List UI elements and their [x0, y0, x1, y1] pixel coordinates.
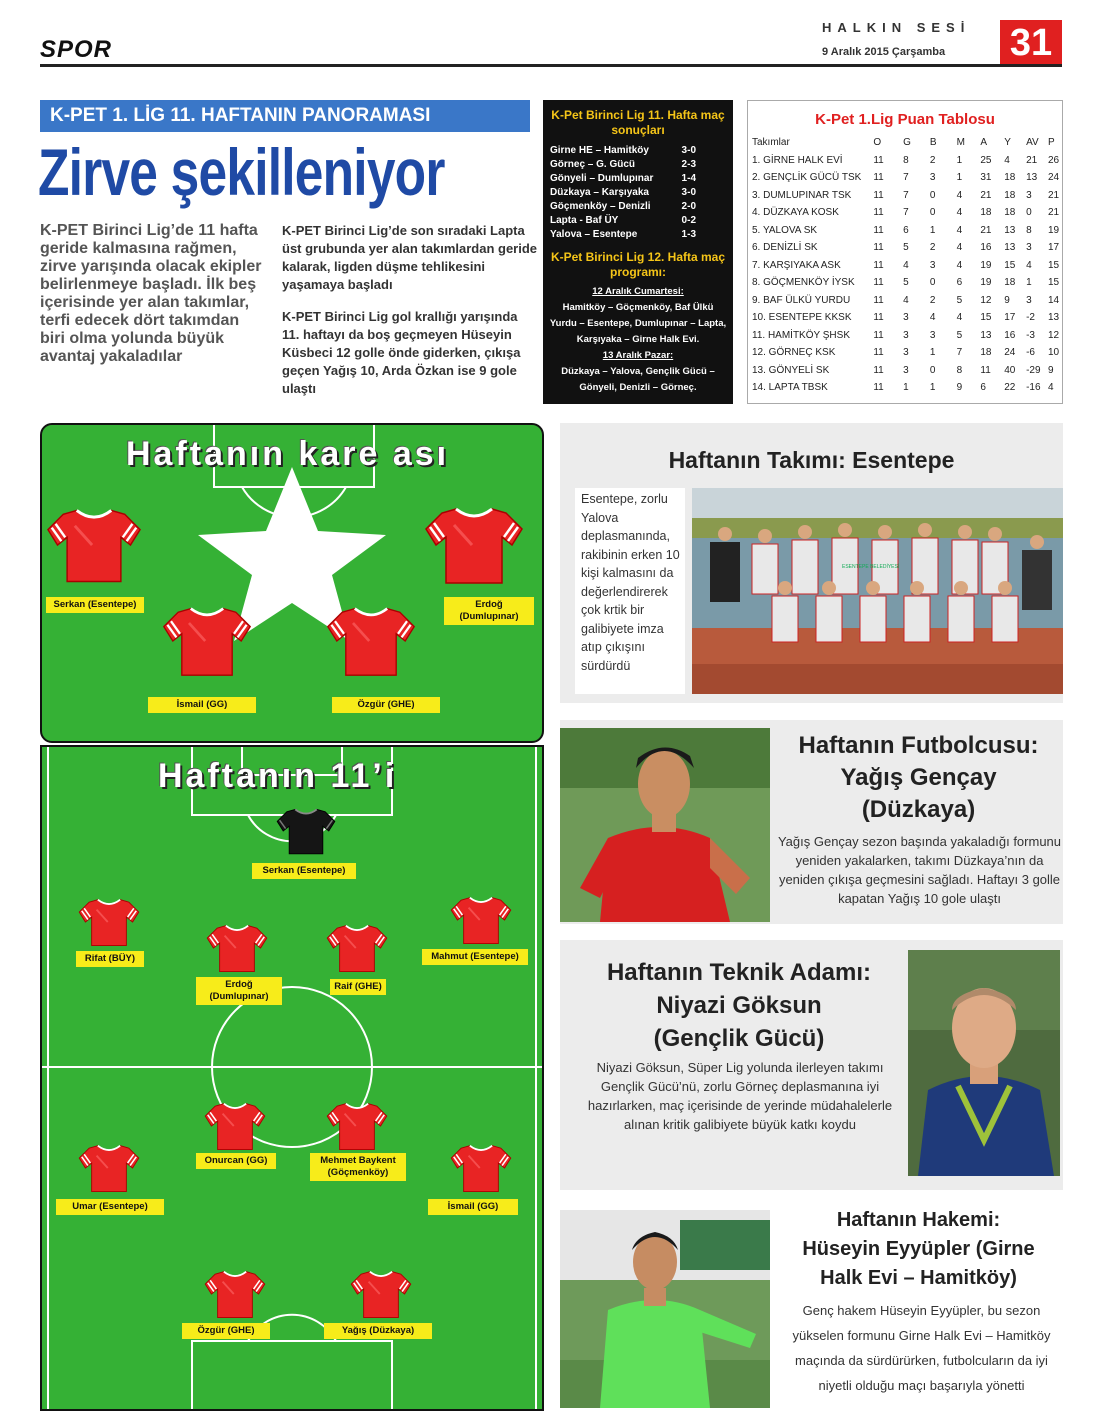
team-name: 14. LAPTA TBSK [752, 382, 828, 394]
standings-row [752, 222, 1062, 240]
standings-cell: 3 [903, 364, 909, 376]
player-label: Mehmet Baykent (Göçmenköy) [310, 1153, 406, 1181]
results-title: K-Pet Birinci Lig 11. Hafta maç sonuçları [551, 108, 725, 137]
standings-cell: 11 [873, 294, 884, 306]
coach-text: Niyazi Göksun, Süper Lig yolunda ilerleyen takımı Gençlik Gücü’nü, zorlu Görneç deplasmanına iyi hazırlarken, maç içerisinde de yerinde müdahalelerle alınan kritik galibiyete büyük katkı koydu [587, 1060, 893, 1132]
referee-title-line: Halk Evi – Hamitköy) [820, 1267, 1017, 1289]
result-teams: Yalova – Esentepe [550, 229, 638, 240]
standings-cell: 8 [903, 154, 909, 166]
standings-cell: 11 [873, 224, 884, 236]
team-name: 4. DÜZKAYA KOSK [752, 207, 839, 219]
standings-cell: 0 [929, 189, 936, 201]
player-title [774, 730, 1063, 826]
team-name: 2. GENÇLİK GÜCÜ TSK [752, 172, 862, 184]
standings-row [752, 169, 1062, 187]
standings-box [747, 100, 1063, 404]
player-label: Serkan (Esentepe) [46, 597, 144, 613]
article-body [282, 222, 538, 412]
result-row [550, 186, 726, 200]
team-name: 1. GİRNE HALK EVİ [752, 154, 843, 166]
team-title: Haftanın Takımı: Esentepe [668, 447, 955, 473]
standings-cell: 12 [980, 294, 992, 306]
standings-cell: 4 [956, 242, 963, 254]
result-row [550, 144, 726, 158]
standings-row [752, 362, 1062, 380]
result-score: 2-3 [681, 159, 696, 170]
standings-row [752, 292, 1062, 310]
standings-cell: 3 [903, 312, 909, 324]
standings-cell: 5 [956, 329, 963, 341]
standings-cell: 7 [903, 172, 909, 184]
jersey [326, 1099, 388, 1153]
standings-cell: 3 [903, 329, 909, 341]
standings-cell: 11 [873, 172, 884, 184]
jersey [162, 597, 252, 685]
standings-cell: 21 [1026, 154, 1038, 166]
standings-cell: 11 [873, 207, 884, 219]
standings-header: B [929, 137, 937, 149]
team-name: 9. BAF ÜLKÜ YURDU [752, 294, 851, 306]
standings-cell: 40 [1004, 364, 1016, 376]
standings-cell: 11 [873, 277, 884, 289]
standings-cell: 1 [929, 347, 936, 359]
jersey [424, 497, 524, 593]
standings-cell: 17 [1047, 242, 1060, 254]
standings-header: P [1047, 137, 1055, 149]
standings-cell: 11 [873, 347, 884, 359]
referee-text: Genç hakem Hüseyin Eyyüpler, bu sezon yükselen formunu Girne Halk Evi – Hamitköy maçında da sürdürürken, futbolcuların da iyi niyetli olduğu maçı başarıyla yönetti [792, 1303, 1051, 1393]
standings-cell: 21 [980, 189, 992, 201]
standings-row [752, 327, 1062, 345]
standings-cell: 4 [1026, 259, 1032, 271]
standings-cell: 4 [903, 294, 909, 306]
standings-cell: 9 [956, 382, 963, 394]
standings-cell: 14 [1047, 294, 1060, 306]
team-photo-sign: ESENTEPE BELEDİYESİ [842, 564, 900, 570]
standings-header: G [903, 137, 911, 149]
player-label: Onurcan (GG) [196, 1153, 276, 1169]
results-table [550, 144, 726, 242]
team-photo [692, 488, 1063, 694]
standings-cell: 2 [929, 154, 936, 166]
player-label: Umar (Esentepe) [56, 1199, 164, 1215]
goalkeeper-jersey [276, 805, 336, 857]
team-name: 11. HAMİTKÖY ŞHSK [752, 329, 850, 341]
standings-row [752, 187, 1062, 205]
standings-cell: 13 [1047, 312, 1060, 324]
standings-cell: 18 [1004, 189, 1016, 201]
jersey [326, 921, 388, 975]
standings-cell: -6 [1026, 347, 1035, 359]
standings-cell: 18 [1004, 207, 1016, 219]
result-row [550, 214, 726, 228]
standings-cell: 7 [903, 189, 909, 201]
player-label: Özgür (GHE) [332, 697, 440, 713]
standings-cell: 3 [929, 172, 936, 184]
standings-cell: 24 [1004, 347, 1016, 359]
team-text: Esentepe, zorlu Yalova deplasmanında, rakibinin erken 10 kişi kalmasını da değerlendirerek çok krtik bir galibiyete imza atıp çıkışını sürdürdü [581, 492, 680, 673]
standings-cell: 17 [1004, 312, 1016, 324]
standings-row [752, 204, 1062, 222]
standings-header: O [873, 137, 882, 149]
standings-cell: 13 [1026, 172, 1038, 184]
standings-cell: 19 [980, 277, 992, 289]
standings-cell: 11 [980, 364, 991, 376]
jersey [204, 1099, 266, 1153]
standings-cell: 4 [956, 189, 963, 201]
standings-cell: 4 [956, 224, 963, 236]
jersey [450, 893, 512, 947]
result-score: 1-3 [681, 229, 696, 240]
standings-cell: 5 [903, 242, 909, 254]
referee-title-line: Hüseyin Eyyüpler (Girne [802, 1238, 1035, 1260]
standings-cell: 1 [1026, 277, 1032, 289]
kare-pitch [40, 423, 544, 743]
standings-table [752, 134, 1062, 397]
standings-header: Takımlar [752, 137, 790, 149]
coach-title-line: Niyazi Göksun [656, 992, 822, 1019]
standings-cell: 16 [980, 242, 992, 254]
result-score: 1-4 [681, 173, 696, 184]
standings-cell: -16 [1026, 382, 1041, 394]
lede-text: K-PET Birinci Lig’de 11 hafta geride kalmasına rağmen, zirve yarışında olacak ekipler belirlenmeye başladı. İlk beş içerisinde yer alan takımlar, terfi edecek dört takımdan biri olma yolunda büyük avantaj yakaladılar [40, 222, 262, 365]
standings-cell: 1 [956, 154, 963, 166]
standings-cell: 1 [929, 224, 936, 236]
standings-cell: 24 [1047, 172, 1060, 184]
result-row [550, 172, 726, 186]
standings-cell: 6 [903, 224, 909, 236]
standings-row [752, 379, 1062, 397]
standings-header: A [980, 137, 988, 149]
player-label: Mahmut (Esentepe) [422, 949, 528, 965]
team-name: 7. KARŞIYAKA ASK [752, 259, 841, 271]
article-paragraph: K-PET Birinci Lig gol krallığı yarışında 11. haftayı da boş geçmeyen Hüseyin Küsbeci 12 golle önde giderken, çıkışa geçen Yağış 10, Arda Özkan ise 9 gole ulaştı [282, 309, 521, 396]
standings-cell: 3 [929, 329, 936, 341]
eleven-pitch [40, 745, 544, 1411]
standings-cell: 3 [929, 259, 936, 271]
player-label: Serkan (Esentepe) [252, 863, 356, 879]
jersey [46, 497, 142, 593]
standings-cell: 25 [980, 154, 992, 166]
standings-cell: -29 [1026, 364, 1041, 376]
standings-cell: 12 [1047, 329, 1060, 341]
player-label: Erdoğ (Dumlupınar) [444, 597, 534, 625]
headline: Zirve şekilleniyor [38, 135, 445, 209]
result-teams: Lapta - Baf ÜY [550, 215, 619, 226]
team-name: 6. DENİZLİ SK [752, 242, 818, 254]
standings-cell: 21 [1047, 207, 1060, 219]
player-label: Özgür (GHE) [182, 1323, 270, 1339]
standings-header: M [956, 137, 965, 149]
paper-name: HALKIN SESİ [822, 20, 971, 35]
standings-cell: 22 [1004, 382, 1016, 394]
player-title-line: (Düzkaya) [861, 796, 976, 823]
standings-row [752, 257, 1062, 275]
coach-title-line: (Gençlik Gücü) [653, 1025, 825, 1052]
standings-cell: 18 [1004, 277, 1016, 289]
panorama-banner: K-PET 1. LİG 11. HAFTANIN PANORAMASI [40, 100, 530, 132]
standings-cell: 4 [903, 259, 909, 271]
program-title: K-Pet Birinci Lig 12. Hafta maç programı: [550, 250, 726, 279]
standings-cell: 2 [929, 242, 936, 254]
coach-photo [908, 950, 1060, 1176]
standings-cell: 15 [1047, 259, 1060, 271]
standings-cell: 7 [956, 347, 963, 359]
kare-title: Haftanın kare ası [126, 435, 450, 473]
eleven-title: Haftanın 11’i [158, 757, 398, 795]
coach-title [574, 956, 904, 1055]
player-label: İsmail (GG) [428, 1199, 518, 1215]
player-photo [560, 728, 770, 922]
standings-cell: 26 [1047, 154, 1060, 166]
jersey [326, 597, 416, 685]
program-day: 13 Aralık Pazar: [602, 350, 674, 361]
team-name: 3. DUMLUPINAR TSK [752, 189, 852, 201]
result-row [550, 228, 726, 242]
standings-cell: 0 [929, 207, 936, 219]
page-number: 31 [1000, 20, 1062, 66]
player-title-line: Yağış Gençay [840, 764, 997, 791]
standings-cell: 5 [956, 294, 963, 306]
standings-cell: 11 [873, 189, 884, 201]
result-score: 0-2 [681, 215, 696, 226]
referee-title [774, 1206, 1063, 1293]
result-teams: Görneç – G. Gücü [550, 159, 636, 170]
standings-cell: 11 [873, 242, 884, 254]
standings-cell: 11 [873, 329, 884, 341]
standings-cell: 19 [1047, 224, 1060, 236]
standings-row [752, 344, 1062, 362]
result-score: 3-0 [681, 187, 696, 198]
jersey [450, 1141, 512, 1195]
standings-row [752, 152, 1062, 170]
header-rule [40, 64, 1062, 67]
player-label: Raif (GHE) [330, 979, 386, 995]
player-text: Yağış Gençay sezon başında yakaladığı formunu yeniden yakalarken, takımı Düzkaya’nın da yeniden çıkışa geçmesini sağladı. Haftayı 3 golle kapatan Yağış 10 gole ulaştı [777, 834, 1062, 906]
standings-cell: 31 [980, 172, 992, 184]
result-score: 3-0 [681, 145, 696, 156]
standings-cell: 1 [903, 382, 909, 394]
standings-cell: 6 [980, 382, 986, 394]
program-matches: Hamitköy – Göçmenköy, Baf Ülkü Yurdu – Esentepe, Dumlupınar – Lapta, Karşıyaka – Girne Halk Evi. [549, 302, 727, 345]
jersey [78, 1141, 140, 1195]
standings-cell: 0 [929, 277, 936, 289]
program-day: 12 Aralık Cumartesi: [592, 286, 684, 297]
standings-cell: 6 [956, 277, 963, 289]
standings-cell: 0 [929, 364, 936, 376]
standings-cell: -3 [1026, 329, 1035, 341]
player-label: Erdoğ (Dumlupınar) [196, 977, 282, 1005]
standings-cell: 3 [1026, 242, 1032, 254]
standings-cell: 18 [980, 207, 992, 219]
referee-title-line: Haftanın Hakemi: [836, 1209, 1001, 1231]
standings-cell: 10 [1047, 347, 1060, 359]
team-name: 10. ESENTEPE KKSK [752, 312, 852, 324]
jersey [204, 1267, 266, 1321]
result-score: 2-0 [681, 201, 696, 212]
team-name: 5. YALOVA SK [752, 224, 818, 236]
standings-cell: 13 [980, 329, 992, 341]
player-label: Rifat (BÜY) [76, 951, 144, 967]
standings-cell: 9 [1004, 294, 1010, 306]
section-title: SPOR [40, 36, 113, 63]
jersey [206, 921, 268, 975]
standings-row [752, 239, 1062, 257]
standings-cell: 13 [1004, 242, 1016, 254]
article-paragraph: K-PET Birinci Lig’de son sıradaki Lapta üst grubunda yer alan takımlardan geride kalarak, ligden düşme tehlikesini yaşamaya başladı [282, 223, 538, 292]
standings-cell: 11 [873, 382, 884, 394]
standings-row [752, 274, 1062, 292]
jersey [350, 1267, 412, 1321]
issue-date: 9 Aralık 2015 Çarşamba [822, 46, 946, 58]
standings-cell: 9 [1047, 364, 1054, 376]
referee-photo [560, 1210, 770, 1408]
standings-cell: 4 [1047, 382, 1054, 394]
player-title-line: Haftanın Futbolcusu: [798, 732, 1039, 759]
standings-cell: 16 [1004, 329, 1016, 341]
standings-cell: 0 [1026, 207, 1032, 219]
standings-cell: 8 [956, 364, 963, 376]
result-teams: Girne HE – Hamitköy [550, 145, 649, 156]
standings-cell: 4 [929, 312, 936, 324]
player-label: Yağış (Düzkaya) [324, 1323, 432, 1339]
standings-cell: 3 [903, 347, 909, 359]
standings-cell: 2 [929, 294, 936, 306]
standings-cell: 4 [956, 259, 963, 271]
standings-cell: 4 [956, 207, 963, 219]
standings-cell: 21 [980, 224, 992, 236]
standings-cell: 15 [1004, 259, 1016, 271]
team-name: 8. GÖÇMENKÖY İYSK [752, 277, 855, 289]
result-teams: Gönyeli – Dumlupınar [550, 173, 654, 184]
results-box [543, 100, 733, 404]
standings-cell: 11 [873, 364, 884, 376]
standings-cell: 4 [956, 312, 963, 324]
team-name: 12. GÖRNEÇ KSK [752, 347, 836, 359]
team-name: 13. GÖNYELİ SK [752, 364, 830, 376]
standings-title: K-Pet 1.Lig Puan Tablosu [815, 111, 995, 128]
standings-cell: 18 [980, 347, 992, 359]
standings-cell: 1 [929, 382, 936, 394]
result-teams: Göçmenköy – Denizli [550, 201, 651, 212]
player-label: İsmail (GG) [148, 697, 256, 713]
standings-cell: 11 [873, 312, 884, 324]
standings-header: Y [1004, 137, 1011, 149]
standings-cell: 21 [1047, 189, 1060, 201]
standings-cell: 11 [873, 259, 884, 271]
standings-header: AV [1026, 137, 1039, 149]
result-row [550, 200, 726, 214]
standings-cell: 5 [903, 277, 909, 289]
standings-cell: 15 [980, 312, 992, 324]
standings-cell: 18 [1004, 172, 1016, 184]
program-matches: Düzkaya – Yalova, Gençlik Gücü – Gönyeli, Denizli – Görneç. [561, 366, 715, 393]
jersey [78, 895, 140, 949]
standings-cell: -2 [1026, 312, 1035, 324]
standings-cell: 4 [1004, 154, 1010, 166]
standings-cell: 13 [1004, 224, 1016, 236]
standings-cell: 8 [1026, 224, 1032, 236]
standings-cell: 19 [980, 259, 992, 271]
standings-cell: 11 [873, 154, 884, 166]
standings-cell: 3 [1026, 294, 1032, 306]
standings-cell: 1 [956, 172, 963, 184]
result-row [550, 158, 726, 172]
result-teams: Düzkaya – Karşıyaka [550, 187, 649, 198]
standings-cell: 7 [903, 207, 909, 219]
standings-cell: 15 [1047, 277, 1060, 289]
coach-title-line: Haftanın Teknik Adamı: [606, 959, 872, 986]
standings-cell: 3 [1026, 189, 1032, 201]
standings-row [752, 309, 1062, 327]
